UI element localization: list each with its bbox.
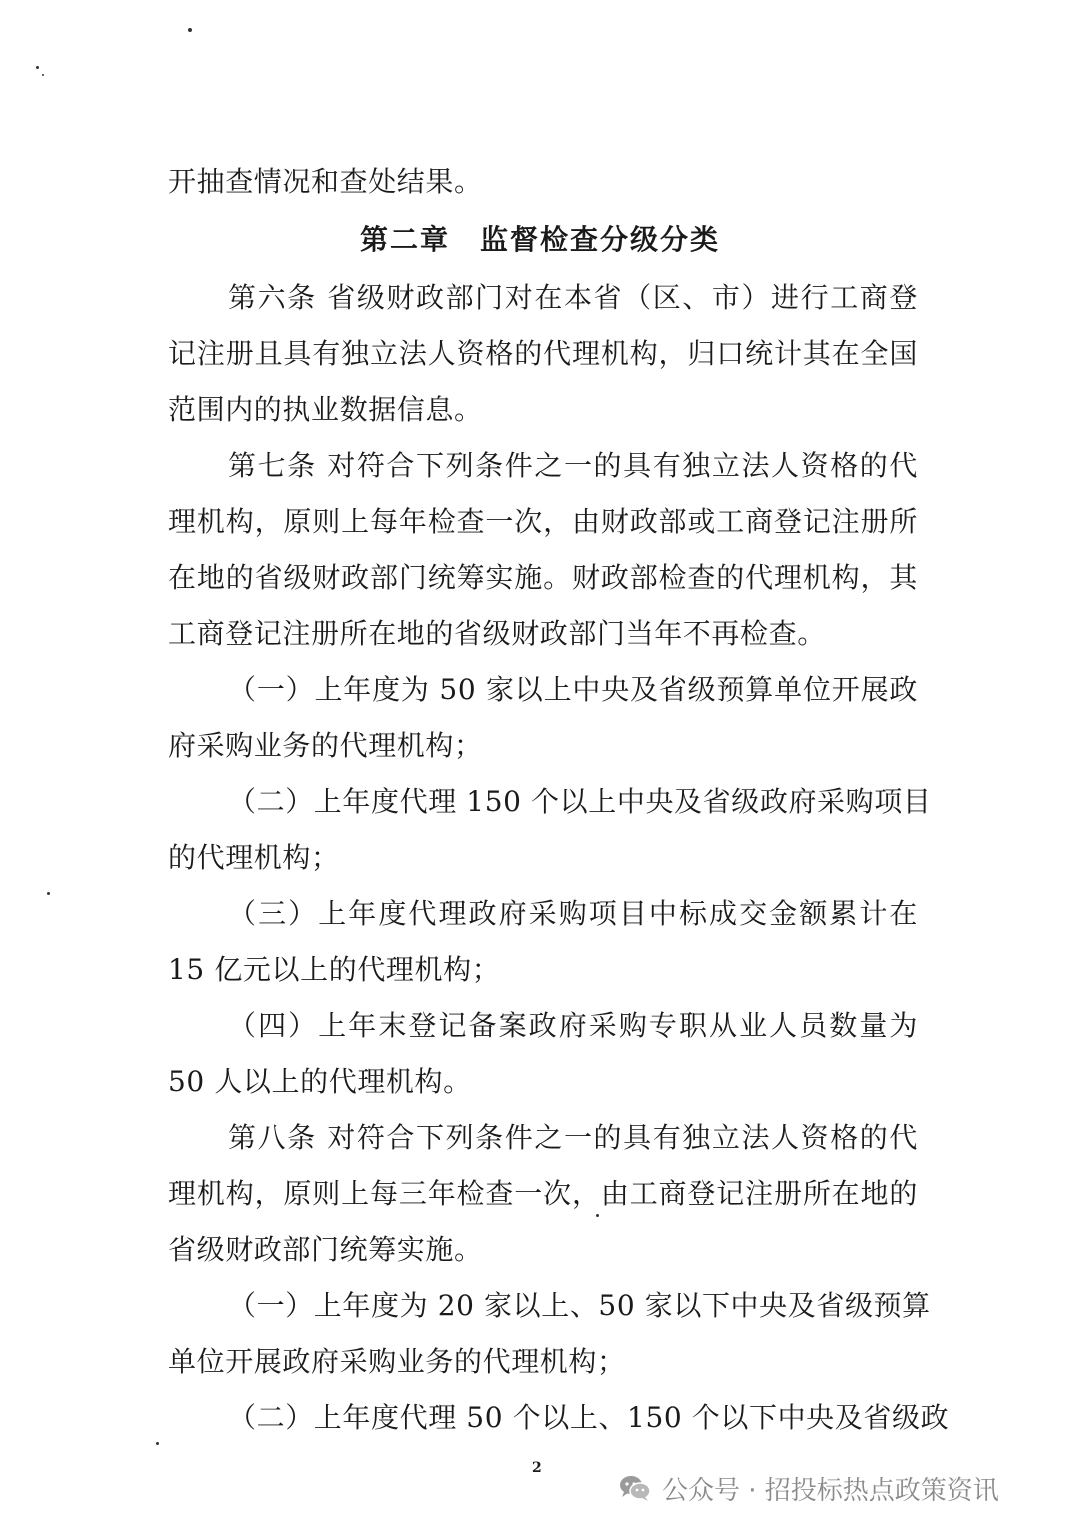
text-line: 第七条 对符合下列条件之一的具有独立法人资格的代	[228, 449, 918, 482]
text-line: 的代理机构；	[168, 841, 340, 874]
text-line: 范围内的执业数据信息。	[168, 393, 483, 426]
watermark	[618, 1466, 999, 1510]
scan-speck	[156, 1442, 159, 1445]
scan-speck	[596, 1214, 599, 1217]
text-line: 开抽查情况和查处结果。	[168, 165, 483, 198]
watermark-text: 公众号 · 招投标热点政策资讯	[662, 1475, 999, 1506]
text-line: 工商登记注册所在地的省级财政部门当年不再检查。	[168, 617, 826, 650]
text-line: 第八条 对符合下列条件之一的具有独立法人资格的代	[228, 1121, 918, 1154]
text-line: 府采购业务的代理机构；	[168, 729, 483, 762]
scan-speck	[36, 66, 39, 69]
text-line: 第六条 省级财政部门对在本省（区、市）进行工商登	[228, 281, 918, 314]
text-line: 省级财政部门统筹实施。	[168, 1233, 483, 1266]
text-line: （四）上年末登记备案政府采购专职从业人员数量为	[228, 1009, 918, 1042]
text-line: （三）上年度代理政府采购项目中标成交金额累计在	[228, 897, 918, 930]
text-line: 在地的省级财政部门统筹实施。财政部检查的代理机构，其	[168, 561, 918, 594]
scan-speck	[42, 74, 44, 76]
text-line: 记注册且具有独立法人资格的代理机构，归口统计其在全国	[168, 337, 918, 370]
scan-speck	[47, 892, 50, 895]
wechat-logo-icon	[618, 1471, 652, 1505]
text-line: 理机构，原则上每三年检查一次，由工商登记注册所在地的	[168, 1177, 918, 1210]
text-line: 单位开展政府采购业务的代理机构；	[168, 1345, 626, 1378]
text-line: （一）上年度为 20 家以上、50 家以下中央及省级预算	[228, 1289, 931, 1322]
text-line: 50 人以上的代理机构。	[168, 1065, 472, 1098]
text-line: （一）上年度为 50 家以上中央及省级预算单位开展政	[228, 673, 918, 706]
page-number: 2	[532, 1460, 542, 1476]
text-line: 15 亿元以上的代理机构；	[168, 953, 501, 986]
chapter-heading: 第二章 监督检查分级分类	[359, 223, 720, 256]
text-line: 理机构，原则上每年检查一次，由财政部或工商登记注册所	[168, 505, 918, 538]
text-line: （二）上年度代理 150 个以上中央及省级政府采购项目	[228, 785, 932, 818]
scan-speck	[188, 28, 192, 32]
text-line: （二）上年度代理 50 个以上、150 个以下中央及省级政	[228, 1401, 950, 1434]
